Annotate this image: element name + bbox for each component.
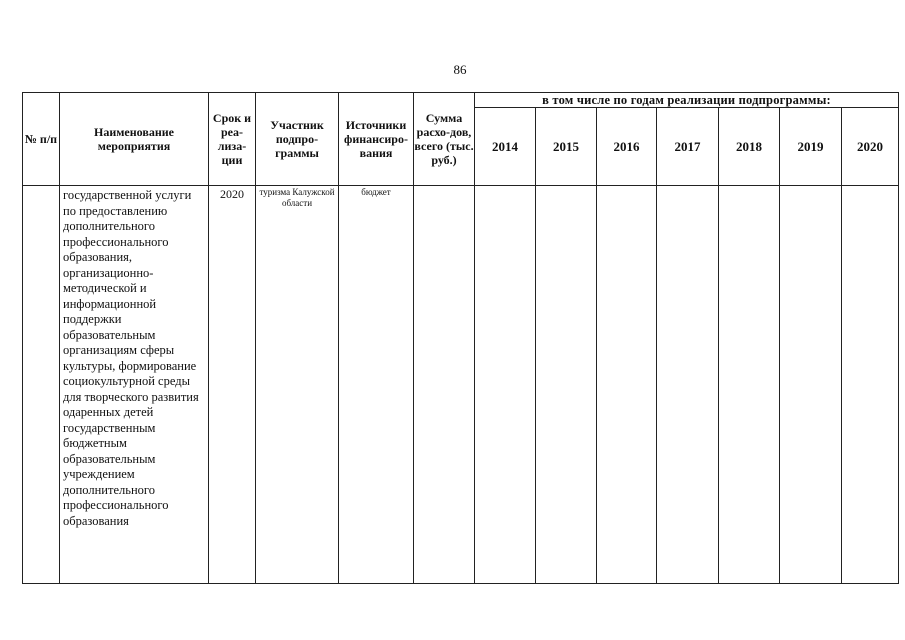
cell-sources: бюджет	[339, 186, 414, 584]
header-participant: Участник подпро-граммы	[256, 93, 339, 186]
cell-year-value	[536, 186, 597, 584]
cell-year-value	[842, 186, 899, 584]
cell-period: 2020	[209, 186, 256, 584]
table-row	[23, 186, 899, 584]
header-year: 2019	[780, 108, 842, 186]
header-year: 2016	[597, 108, 657, 186]
header-year: 2020	[842, 108, 899, 186]
header-year: 2014	[475, 108, 536, 186]
page-number: 86	[453, 62, 467, 77]
header-year: 2015	[536, 108, 597, 186]
cell-year-value	[475, 186, 536, 584]
header-period: Срок и реа-лиза-ции	[209, 93, 256, 186]
header-years-group: в том числе по годам реализации подпрограммы:	[475, 93, 899, 108]
measures-table-wrap	[22, 92, 899, 584]
header-year: 2017	[657, 108, 719, 186]
header-name: Наименование мероприятия	[60, 93, 209, 186]
cell-measure-name: государственной услуги по предоставлению дополнительного профессионального образования, организационно-методической и информационной поддержки образовательным организациям сферы культуры, формирование социокультурной среды для творческого развития одаренных детей государственным бюджетным образовательным учреждением дополнительного профессионального образования	[60, 186, 209, 584]
header-num: № п/п	[23, 93, 60, 186]
cell-year-value	[719, 186, 780, 584]
header-sum: Сумма расхо-дов, всего (тыс. руб.)	[414, 93, 475, 186]
cell-participant: туризма Калужской области	[256, 186, 339, 584]
cell-year-value	[657, 186, 719, 584]
header-sources: Источники финансиро-вания	[339, 93, 414, 186]
cell-num	[23, 186, 60, 584]
cell-year-value	[780, 186, 842, 584]
header-year: 2018	[719, 108, 780, 186]
measures-table	[22, 92, 899, 584]
cell-year-value	[597, 186, 657, 584]
cell-sum	[414, 186, 475, 584]
